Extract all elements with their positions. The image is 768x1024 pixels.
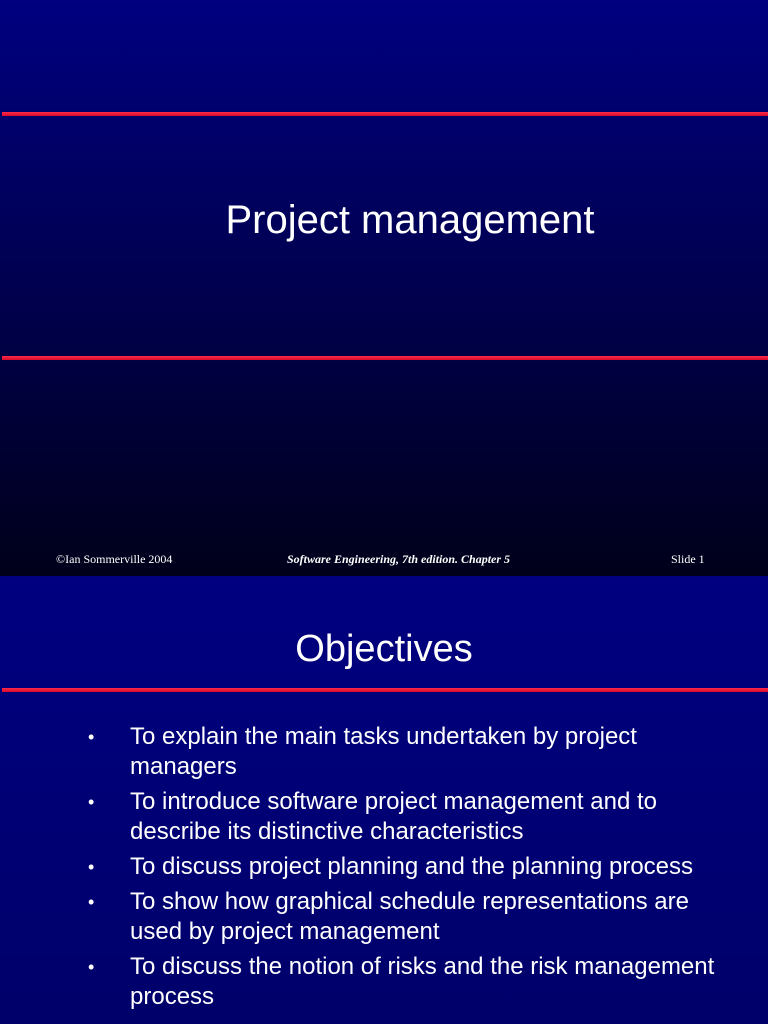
bullet-text: To introduce software project management and to describe its distinctive characteristics	[130, 788, 657, 845]
list-item	[88, 952, 728, 1012]
bullet-icon: •	[88, 957, 95, 977]
footer-copyright: ©Ian Sommerville 2004	[56, 552, 173, 566]
objectives-list	[88, 722, 728, 1017]
bullet-icon: •	[88, 727, 95, 747]
bottom-divider	[2, 356, 768, 360]
slide-title: Objectives	[295, 628, 473, 670]
list-item	[88, 852, 728, 882]
bullet-text: To discuss the notion of risks and the risk management process	[130, 953, 715, 1010]
title-divider	[2, 688, 768, 692]
footer-slide-number: Slide 1	[671, 552, 705, 566]
bullet-text: To discuss project planning and the planning process	[130, 853, 694, 880]
top-divider	[2, 112, 768, 116]
list-item	[88, 887, 728, 947]
bullet-icon: •	[88, 857, 95, 877]
bullet-icon: •	[88, 892, 95, 912]
footer-book-title: Software Engineering, 7th edition. Chapter 5	[287, 552, 511, 566]
bullet-text: To show how graphical schedule representations are used by project management	[130, 888, 689, 945]
bullet-icon: •	[88, 792, 95, 812]
list-item	[88, 722, 728, 782]
slide-title: Project management	[225, 198, 595, 242]
bullet-text: To explain the main tasks undertaken by project managers	[130, 723, 637, 780]
list-item	[88, 787, 728, 847]
objectives-slide	[0, 576, 768, 1024]
